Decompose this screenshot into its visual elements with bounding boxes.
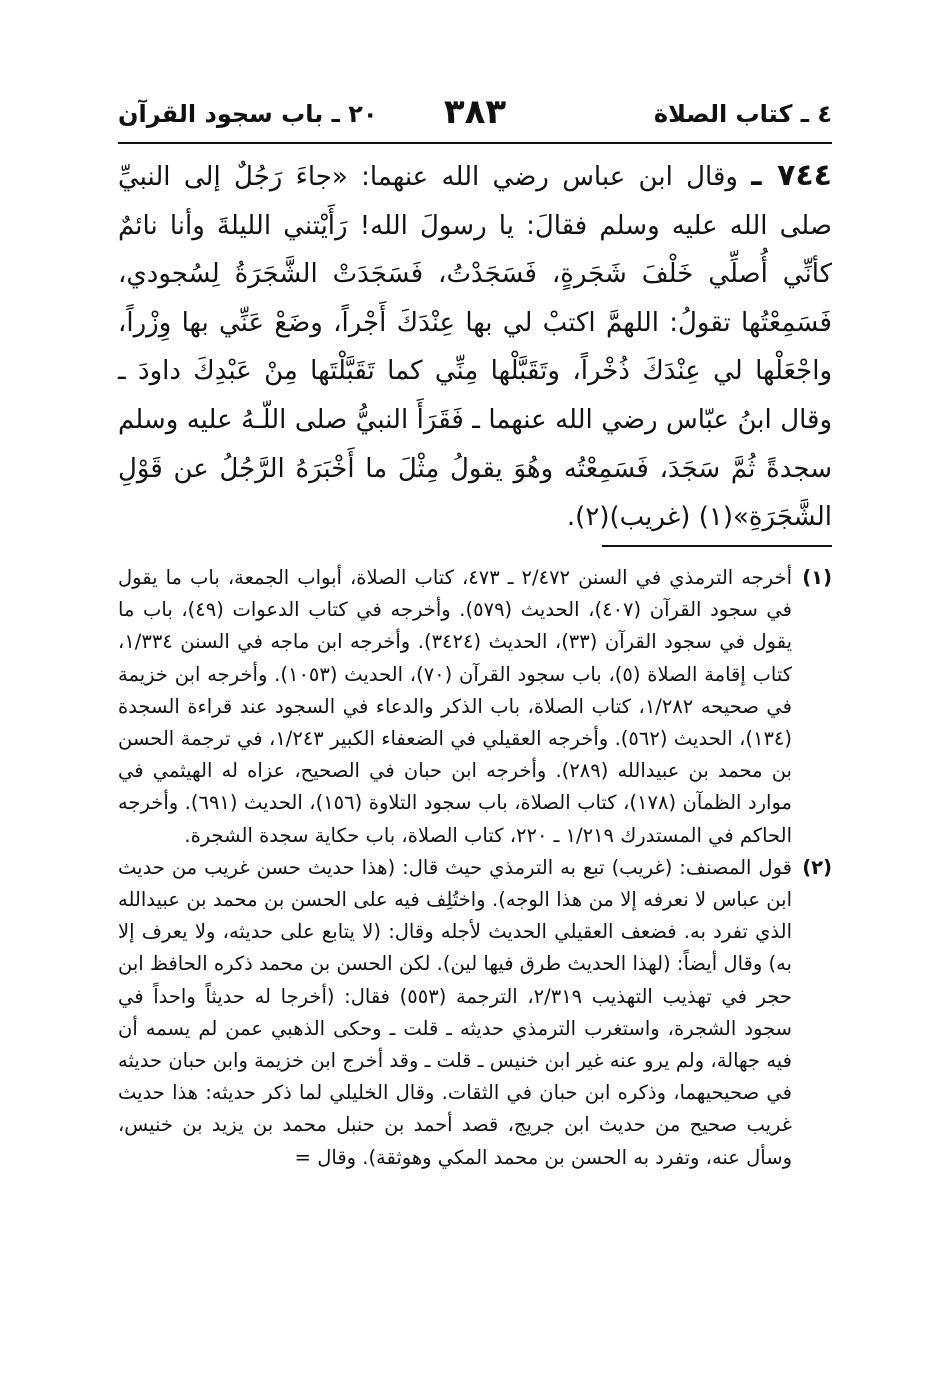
footnote-text: قول المصنف: (غريب) تبع به الترمذي حيث قال: (هذا حديث حسن غريب من حديث ابن عباس لا نعرفه إلا من هذا الوجه). واختُلِف فيه على الحسن بن محمد بن عبيدالله الذي تفرد به. فضعف العقيلي الحديث لأجله وقال: (لا يتابع على حديثه، ولا يعرف إلا به) وقال أيضاً: (لهذا الحديث طرق فيها لين). لكن الحسن بن محمد ذكره الحافظ ابن حجر في تهذيب التهذيب ٢/٣١٩، الترجمة (٥٥٣) فقال: (أخرجا له حديثاً واحداً في سجود الشجرة، واستغرب الترمذي حديثه ـ قلت ـ وحكى الذهبي عمن لم يسمه أن فيه جهالة، ولم يرو عنه غير ابن خنيس ـ قلت ـ وقد أخرج ابن خزيمة وابن حبان حديثه في صحيحيهما، وذكره ابن حبان في الثقات. وقال الخليلي لما ذكر حديثه: هذا حديث غريب صحيح من حديث ابن جريج، قصد أحمد بن حنبل محمد بن يزيد بن خنيس، وسأل عنه، وتفرد به الحسن بن محمد المكي وهوثقة). وقال = [118,855,792,1169]
hadith-text-block [118,152,832,542]
footnotes-section [118,562,832,1174]
footnote-1 [118,562,832,852]
hadith-body: وقال ابن عباس رضي الله عنهما: «جاءَ رَجُلٌ إلى النبيِّ صلى الله عليه وسلم فقالَ: يا رسولَ الله! رَأَيْتني الليلةَ وأنا نائمٌ كأنِّي أُصلِّي خَلْفَ شَجَرةٍ، فَسَجَدْتُ، فَسَجَدَتْ الشَّجَرَةُ لِسُجودي، فَسَمِعْتُها تقولُ: اللهمَّ اكتبْ لي بها عِنْدَكَ أَجْراً، وضَعْ عَنِّي بها وِزْراً، واجْعَلْها لي عِنْدَكَ ذُخْراً، وتَقَبَّلْها مِنِّي كما تَقَبَّلْتَها مِنْ عَبْدِكَ داودَ ـ وقال ابنُ عبّاس رضي الله عنهما ـ فَقَرَأَ النبيُّ صلى اللّـهُ عليه وسلم سجدةً ثُمَّ سَجَدَ، فَسَمِعْتُه وهُوَ يقولُ مِثْلَ ما أَخْبَرَهُ الرَّجُلُ عن قَوْلِ الشَّجَرَةِ»(١) (غريب)(٢). [118,162,832,533]
footnote-2 [118,852,832,1174]
section-title: ٢٠ ـ باب سجود القرآن [118,100,378,128]
header-divider [118,142,832,144]
footnote-divider [602,545,832,547]
hadith-number: ٧٤٤ ـ [751,158,832,193]
footnote-marker: (١) [802,566,832,589]
page-header [118,92,832,142]
footnote-text: أخرجه الترمذي في السنن ٢/٤٧٢ ـ ٤٧٣، كتاب الصلاة، أبواب الجمعة، باب ما يقول في سجود القرآن (٤٠٧)، الحديث (٥٧٩). وأخرجه في كتاب الدعوات (٤٩)، باب ما يقول في سجود القرآن (٣٣)، الحديث (٣٤٢٤). وأخرجه ابن ماجه في السنن ١/٣٣٤، كتاب إقامة الصلاة (٥)، باب سجود القرآن (٧٠)، الحديث (١٠٥٣). وأخرجه ابن خزيمة في صحيحه ١/٢٨٢، كتاب الصلاة، باب الذكر والدعاء في السجود عند قراءة السجدة (١٣٤)، الحديث (٥٦٢). وأخرجه العقيلي في الضعفاء الكبير ١/٢٤٣، في ترجمة الحسن بن محمد بن عبيدالله (٢٨٩). وأخرجه ابن حبان في الصحيح، عزاه له الهيثمي في موارد الظمآن (١٧٨)، كتاب الصلاة، باب سجود التلاوة (١٥٦)، الحديث (٦٩١). وأخرجه الحاكم في المستدرك ١/٢١٩ ـ ٢٢٠، كتاب الصلاة، باب حكاية سجدة الشجرة. [118,566,793,847]
page-number: ٣٨٣ [443,92,507,132]
book-chapter-title: ٤ ـ كتاب الصلاة [653,100,832,128]
footnote-marker: (٢) [802,855,832,879]
